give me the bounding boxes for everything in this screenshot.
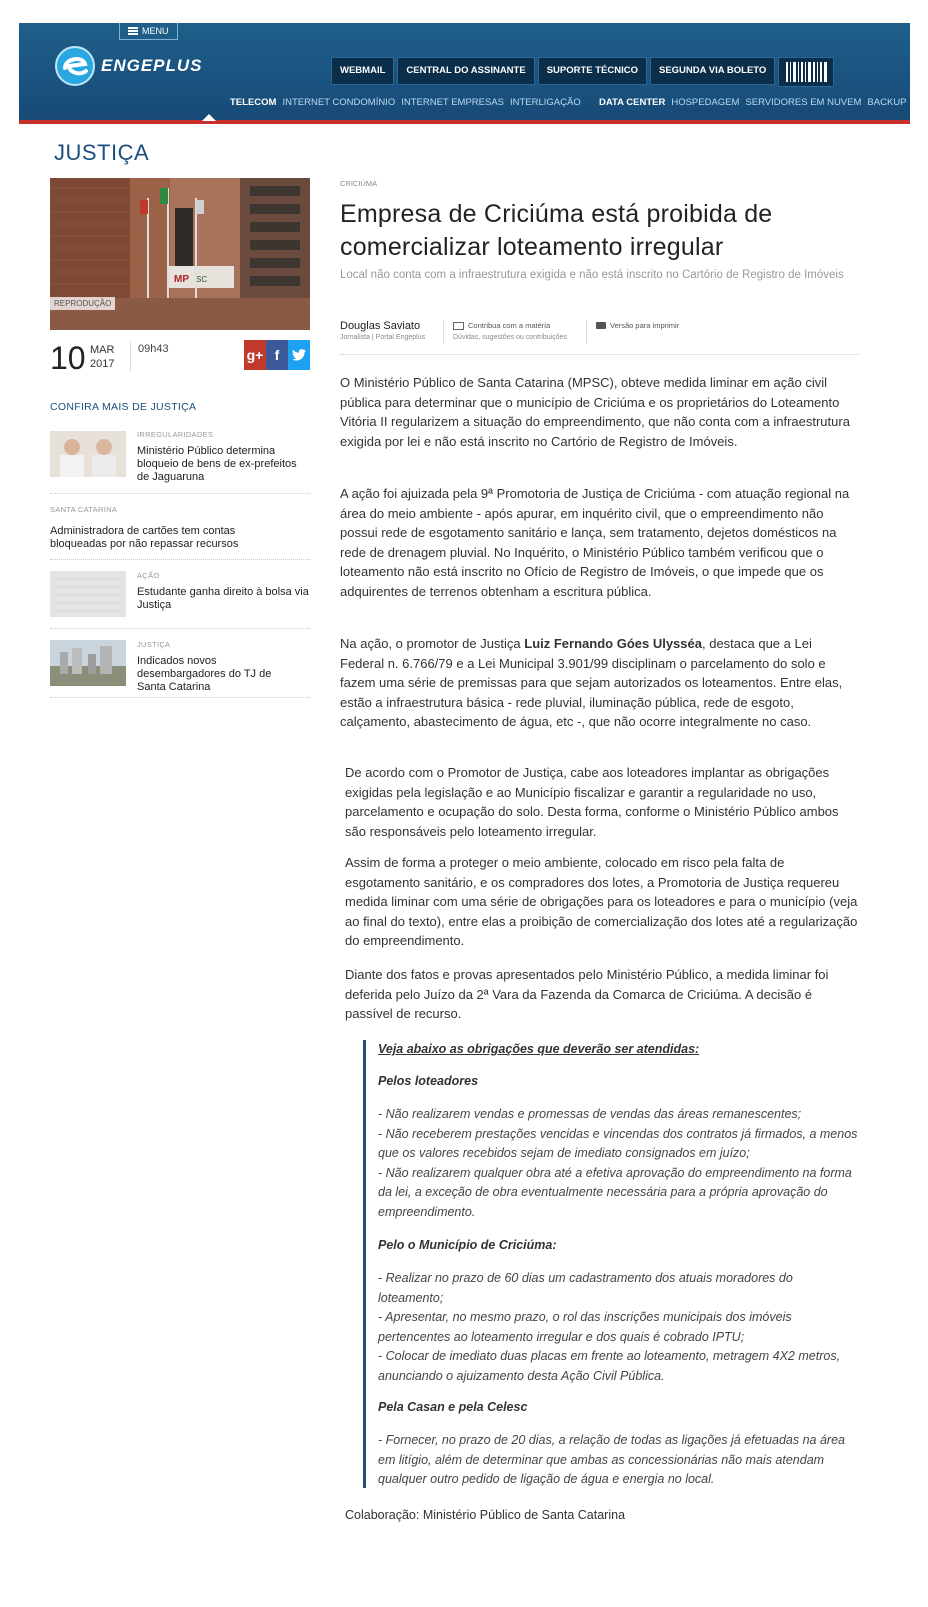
google-plus-share-icon[interactable]: g+ bbox=[244, 340, 266, 370]
nav-interligacao[interactable]: INTERLIGAÇÃO bbox=[510, 97, 581, 108]
related-title[interactable]: Indicados novos desembargadores do TJ de Santa Catarina bbox=[137, 655, 272, 693]
byline-separator bbox=[586, 320, 587, 344]
article-paragraph-1: O Ministério Público de Santa Catarina (MPSC), obteve medida liminar em ação civil pública para determinar que o município de Criciúma e os proprietários do Loteamento Vitória II regularizem a situação do empreendimento, que não conta com a infraestrutura exigida por lei e não está inscrito no Cartório de Registro de Imóveis. bbox=[340, 375, 850, 449]
segunda-via-boleto-link[interactable]: SEGUNDA VIA BOLETO bbox=[650, 57, 775, 85]
article-subtitle: Local não conta com a infraestrutura exigida e não está inscrito no Cartório de Registro de Imóveis bbox=[340, 269, 844, 281]
central-do-assinante-link[interactable]: CENTRAL DO ASSINANTE bbox=[397, 57, 534, 85]
related-thumb-image bbox=[50, 640, 126, 686]
related-category: JUSTIÇA bbox=[137, 640, 171, 649]
collaboration-credit: Colaboração: Ministério Público de Santa Catarina bbox=[345, 1508, 626, 1522]
contribute-label: Contribua com a matéria bbox=[468, 321, 551, 330]
nav-telecom-label[interactable]: TELECOM bbox=[230, 97, 277, 108]
obligations-heading: Veja abaixo as obrigações que deverão ser atendidas: bbox=[378, 1042, 700, 1056]
header-divider bbox=[19, 120, 910, 124]
webmail-link[interactable]: WEBMAIL bbox=[331, 57, 394, 85]
article-hero-image[interactable] bbox=[50, 178, 310, 330]
share-buttons bbox=[244, 340, 310, 370]
obligations-group-3-text: - Fornecer, no prazo de 20 dias, a relação de todas as ligações já efetuadas na área em litígio, além de determinar que ambas as concessionárias não mais atendam qualquer outro pedido de ligação de água e energia no local. bbox=[378, 1433, 845, 1487]
date-time: 09h43 bbox=[138, 343, 169, 355]
print-link[interactable] bbox=[596, 321, 679, 330]
related-heading: CONFIRA MAIS DE JUSTIÇA bbox=[50, 401, 197, 413]
list-item[interactable] bbox=[50, 560, 310, 629]
author-name: Douglas Saviato bbox=[340, 320, 421, 332]
article-paragraph-6: Diante dos fatos e provas apresentados pelo Ministério Público, a medida liminar foi deferida pelo Juízo da 2ª Vara da Fazenda da Comarca de Criciúma. A decisão é passível de recurso. bbox=[345, 967, 829, 1022]
facebook-share-icon[interactable]: f bbox=[266, 340, 288, 370]
obligations-group-3-title: Pela Casan e pela Celesc bbox=[378, 1400, 528, 1414]
obligations-quote bbox=[363, 1040, 861, 1488]
list-item[interactable] bbox=[50, 629, 310, 698]
logo-text: ENGEPLUS bbox=[101, 56, 203, 75]
article-title: Empresa de Criciúma está proibida de comercializar loteamento irregular bbox=[340, 200, 773, 261]
article-paragraph-2: A ação foi ajuizada pela 9ª Promotoria de Justiça de Criciúma - com atuação regional na área do meio ambiente - após apurar, em inquérito civil, que o empreendimento não possui rede de esgotamento sanitário e lança, sem tratamento, dejetos domésticos na rede de drenagem pluvial. No Inquérito, o Ministério Público também verificou que o loteamento não está inscrito no Ofício de Registro de Imóveis, o que impede que os adquirentes de terrenos obtenham a escritura pública. bbox=[340, 486, 850, 599]
barcode-icon[interactable] bbox=[778, 57, 834, 87]
printer-icon bbox=[596, 322, 606, 329]
obligations-group-1-title: Pelos loteadores bbox=[378, 1074, 479, 1088]
twitter-share-icon[interactable] bbox=[288, 340, 310, 370]
section-title: JUSTIÇA bbox=[54, 140, 150, 165]
related-list bbox=[50, 428, 310, 698]
list-item[interactable] bbox=[50, 494, 310, 560]
related-title[interactable]: Estudante ganha direito à bolsa via Justiça bbox=[137, 586, 309, 611]
byline bbox=[340, 318, 860, 355]
nav-backup[interactable]: BACKUP bbox=[867, 97, 907, 108]
p3-text-a: Na ação, o promotor de Justiça bbox=[340, 636, 525, 651]
nav-internet-condominio[interactable]: INTERNET CONDOMÍNIO bbox=[282, 97, 396, 108]
related-thumb-image bbox=[50, 431, 126, 477]
obligations-group-2-text: - Realizar no prazo de 60 dias um cadastramento dos atuais moradores do loteamento; - Apresentar, no mesmo prazo, o rol das inscrições municipais dos imóveis pertencentes ao loteamento irregular e dos quais é cobrado IPTU; - Colocar de imediato duas placas em frente ao loteamento, metragem 4X2 metros, anunciando o ajuizamento desta Ação Civil Pública. bbox=[378, 1271, 841, 1383]
nav-data-center bbox=[599, 97, 906, 108]
menu-button[interactable] bbox=[119, 23, 178, 40]
promotor-name: Luiz Fernando Góes Ulysséa bbox=[524, 636, 702, 651]
article-category[interactable]: CRICIÚMA bbox=[340, 179, 378, 188]
article-paragraph-3 bbox=[340, 634, 858, 732]
nav-servidores-em-nuvem[interactable]: SERVIDORES EM NUVEM bbox=[745, 97, 862, 108]
contribute-sublabel: Dúvidas, sugestões ou contribuições bbox=[453, 334, 568, 341]
svg-text:MP: MP bbox=[174, 274, 189, 285]
envelope-icon bbox=[453, 322, 464, 330]
nav-hospedagem[interactable]: HOSPEDAGEM bbox=[671, 97, 740, 108]
related-title[interactable]: Ministério Público determina bloqueio de bens de ex-prefeitos de Jaguaruna bbox=[137, 445, 297, 483]
contribute-link[interactable] bbox=[453, 321, 550, 330]
date-month: MAR bbox=[90, 344, 115, 356]
list-item[interactable] bbox=[50, 428, 310, 494]
menu-label: MENU bbox=[142, 26, 169, 36]
p3-text-b: , destaca que a Lei Federal n. 6.766/79 e a Lei Municipal 3.901/99 disciplinam o parcelamento do solo e fazem uma série de premissas para que sejam autorizados os loteamentos. Entre elas, estão a infraestrutura básica - rede pluvial, iluminação pública, rede de esgoto, calçamento, abastecimento de água, etc -, que não ocorre integralmente no caso. bbox=[340, 636, 843, 730]
date-block bbox=[50, 340, 310, 374]
twitter-bird-icon bbox=[292, 349, 306, 361]
obligations-group-2-title: Pelo o Município de Criciúma: bbox=[378, 1238, 557, 1252]
site-logo[interactable] bbox=[53, 43, 223, 89]
hamburger-icon bbox=[128, 27, 138, 35]
obligations-group-1-text: - Não realizarem vendas e promessas de vendas das áreas remanescentes; - Não receberem prestações vencidas e vincendas dos contratos já firmados, a menos que os valores recebidos sejam de imediato consignados em juízo; - Não realizarem qualquer obra até a efetiva aprovação do empreendimento na forma da lei, a exceção de obra eventualmente necessária para a própria aprovação do empreendimento. bbox=[378, 1107, 858, 1219]
site-header bbox=[19, 23, 910, 123]
suporte-tecnico-link[interactable]: SUPORTE TÉCNICO bbox=[538, 57, 647, 85]
author-role: Jornalista | Portal Engeplus bbox=[340, 334, 426, 341]
nav-active-caret-icon bbox=[202, 114, 216, 121]
nav-internet-empresas[interactable]: INTERNET EMPRESAS bbox=[401, 97, 504, 108]
date-day: 10 bbox=[50, 340, 86, 376]
article-paragraph-5: Assim de forma a proteger o meio ambiente, colocado em risco pela falta de esgotamento sanitário, e os compradores dos lotes, a Promotoria de Justiça requereu medida liminar com uma série de obrigações para os loteadores e para o município (veja ao final do texto), entre elas a proibição de comercialização dos lotes até a regularização do empreendimento. bbox=[345, 855, 858, 949]
article-paragraph-4: De acordo com o Promotor de Justiça, cabe aos loteadores implantar as obrigações exigidas pela legislação e ao Município fiscalizar e garantir a regularidade no uso, parcelamento e ocupação do solo. Desta forma, conforme o Ministério Público ambos são responsáveis pelo loteamento irregular. bbox=[345, 765, 839, 839]
print-label: Versão para imprimir bbox=[610, 321, 680, 330]
related-thumb-image bbox=[50, 571, 126, 617]
related-category: SANTA CATARINA bbox=[50, 505, 118, 514]
engeplus-logo-icon bbox=[53, 44, 97, 88]
date-separator bbox=[130, 342, 131, 372]
svg-text:SC: SC bbox=[196, 275, 208, 284]
date-year: 2017 bbox=[90, 358, 115, 370]
byline-separator bbox=[443, 320, 444, 344]
top-links bbox=[331, 57, 834, 87]
image-credit: REPRODUÇÃO bbox=[50, 297, 115, 310]
related-title[interactable]: Administradora de cartões tem contas bloqueadas por não repassar recursos bbox=[50, 525, 239, 550]
related-category: AÇÃO bbox=[137, 571, 160, 580]
nav-data-center-label[interactable]: DATA CENTER bbox=[599, 97, 666, 108]
related-category: IRREGULARIDADES bbox=[137, 430, 214, 439]
nav-telecom bbox=[230, 97, 581, 108]
